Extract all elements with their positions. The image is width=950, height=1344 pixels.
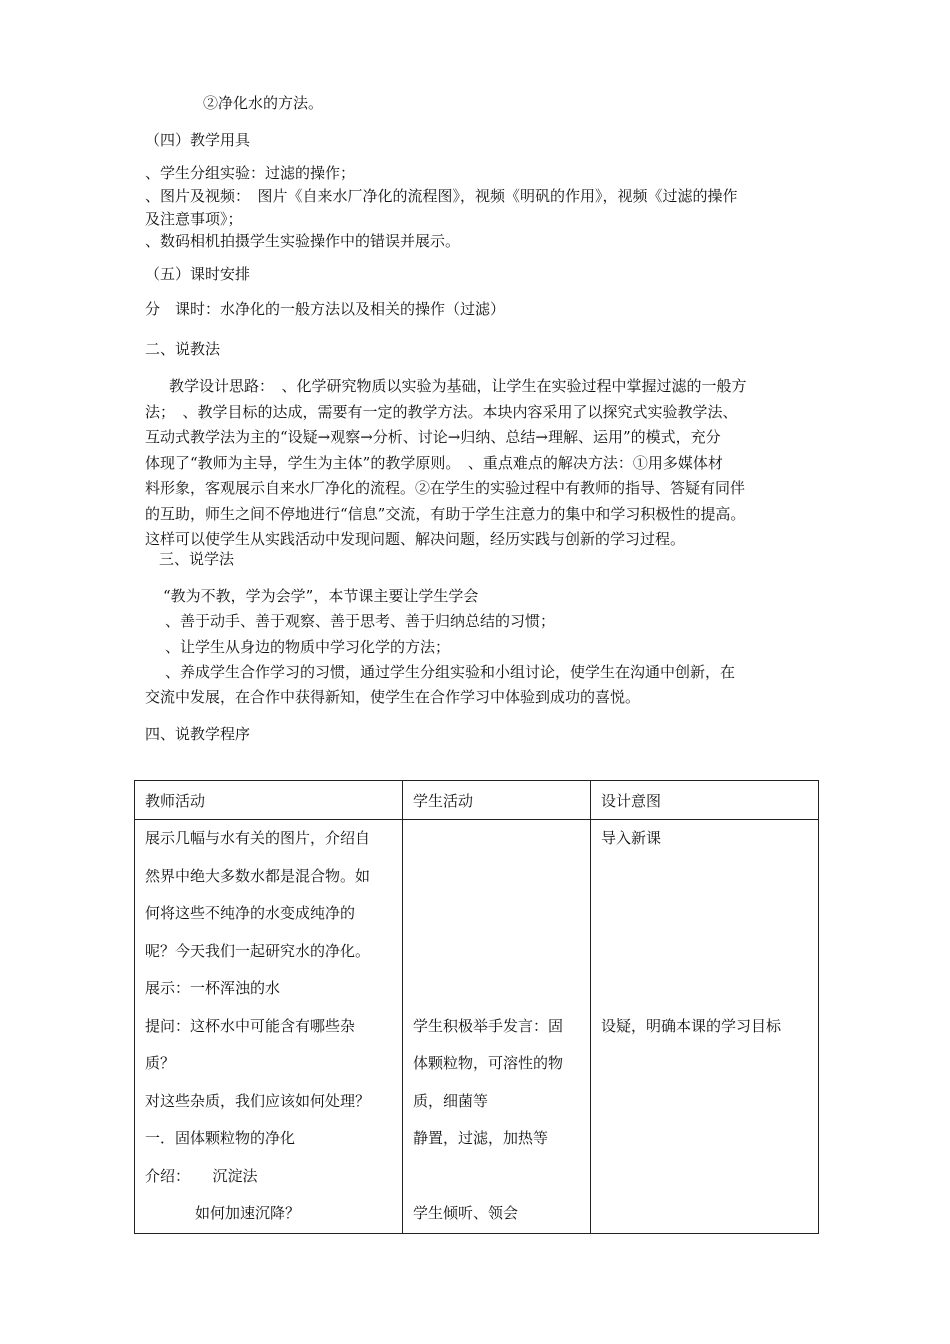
learning-item: 、让学生从身边的物质中学习化学的方法； — [165, 638, 451, 656]
teacher-line: 呢？今天我们一起研究水的净化。 — [145, 941, 371, 960]
design-line — [601, 1195, 808, 1233]
student-line — [413, 895, 580, 933]
learning-method-heading: 三、说学法 — [159, 550, 235, 568]
schedule-text: 分 课时：水净化的一般方法以及相关的操作（过滤） — [145, 300, 506, 318]
design-line: 设疑，明确本课的学习目标 — [601, 1016, 782, 1035]
student-line — [413, 933, 580, 971]
learning-item: 、善于动手、善于观察、善于思考、善于归纳总结的习惯； — [165, 612, 556, 630]
table-row — [135, 820, 819, 1234]
teaching-method-heading: 二、说教法 — [145, 340, 221, 358]
learning-item: 、养成学生合作学习的习惯，通过学生分组实验和小组讨论，使学生在沟通中创新，在 — [165, 663, 736, 681]
tools-item: 、学生分组实验：过滤的操作； — [145, 164, 356, 182]
design-intent-cell — [591, 820, 819, 1234]
teacher-line: 何将这些不纯净的水变成纯净的 — [145, 904, 356, 922]
design-line — [601, 895, 808, 933]
student-line: 质，细菌等 — [413, 1091, 489, 1110]
header-design-intent: 设计意图 — [591, 781, 819, 820]
teacher-line: 质？ — [145, 1054, 176, 1072]
table-header-row — [135, 781, 819, 820]
teacher-line: 如何加速沉降？ — [195, 1204, 301, 1222]
student-line: 体颗粒物，可溶性的物 — [413, 1054, 564, 1072]
teacher-line: 展示：一杯浑浊的水 — [145, 979, 281, 997]
student-line — [413, 820, 580, 858]
procedure-heading: 四、说教学程序 — [145, 725, 251, 743]
paragraph-line: 教学设计思路： 、化学研究物质以实验为基础，让学生在实验过程中掌握过滤的一般方 — [169, 377, 747, 395]
student-line — [413, 970, 580, 1008]
student-line: 学生倾听、领会 — [413, 1204, 519, 1222]
design-line — [601, 970, 808, 1008]
design-line: 导入新课 — [601, 829, 662, 847]
tools-heading: （四）教学用具 — [145, 131, 251, 149]
paragraph-line: 这样可以使学生从实践活动中发现问题、解决问题，经历实践与创新的学习过程。 — [145, 530, 686, 548]
paragraph-line: 法； 、教学目标的达成，需要有一定的教学方法。本块内容采用了以探究式实验教学法、 — [145, 402, 738, 421]
paragraph-line: 互动式教学法为主的“设疑→观察→分析、讨论→归纳、总结→理解、运用”的模式，充分 — [145, 428, 721, 446]
paragraph-line: 料形象，客观展示自来水厂净化的流程。②在学生的实验过程中有教师的指导、答疑有同伴 — [145, 479, 746, 497]
design-line — [601, 1120, 808, 1158]
design-line — [601, 1045, 808, 1083]
student-activity-cell — [403, 820, 591, 1234]
teacher-line: 展示几幅与水有关的图片，介绍自 — [145, 829, 371, 847]
design-line — [601, 1158, 808, 1196]
design-line — [601, 858, 808, 896]
teacher-line: 提问：这杯水中可能含有哪些杂 — [145, 1016, 356, 1035]
header-student-activity: 学生活动 — [403, 781, 591, 820]
teacher-activity-cell — [135, 820, 403, 1234]
tools-item-continued: 及注意事项》； — [145, 210, 243, 228]
teacher-line: 对这些杂质，我们应该如何处理？ — [145, 1091, 371, 1110]
student-line — [413, 858, 580, 896]
teaching-procedure-table — [134, 780, 819, 1234]
design-line — [601, 1083, 808, 1121]
teacher-line: 介绍： 沉淀法 — [145, 1166, 258, 1185]
paragraph-line: 体现了“教师为主导，学生为主体”的教学原则。 、重点难点的解决方法：①用多媒体材 — [145, 453, 723, 472]
teaching-method-paragraph — [145, 374, 815, 553]
method-item-2: ②净化水的方法。 — [203, 94, 324, 112]
tools-item: 、图片及视频： 图片《自来水厂净化的流程图》，视频《明矾的作用》，视频《过滤的操作 — [145, 187, 738, 205]
student-line: 静置，过滤，加热等 — [413, 1129, 549, 1147]
tools-item: 、数码相机拍摄学生实验操作中的错误并展示。 — [145, 232, 461, 250]
paragraph-line: 的互助，师生之间不停地进行“信息”交流，有助于学生注意力的集中和学习积极性的提高。 — [145, 504, 746, 523]
student-line: 学生积极举手发言：固 — [413, 1016, 564, 1035]
schedule-heading: （五）课时安排 — [145, 265, 251, 283]
teacher-line: 然界中绝大多数水都是混合物。如 — [145, 866, 371, 885]
learning-item-continued: 交流中发展，在合作中获得新知，使学生在合作学习中体验到成功的喜悦。 — [145, 688, 641, 706]
student-line — [413, 1158, 580, 1196]
teacher-line: 一．固体颗粒物的净化 — [145, 1129, 296, 1147]
design-line — [601, 933, 808, 971]
learning-intro: “教为不教，学为会学”，本节课主要让学生学会 — [163, 587, 479, 605]
header-teacher-activity: 教师活动 — [135, 781, 403, 820]
